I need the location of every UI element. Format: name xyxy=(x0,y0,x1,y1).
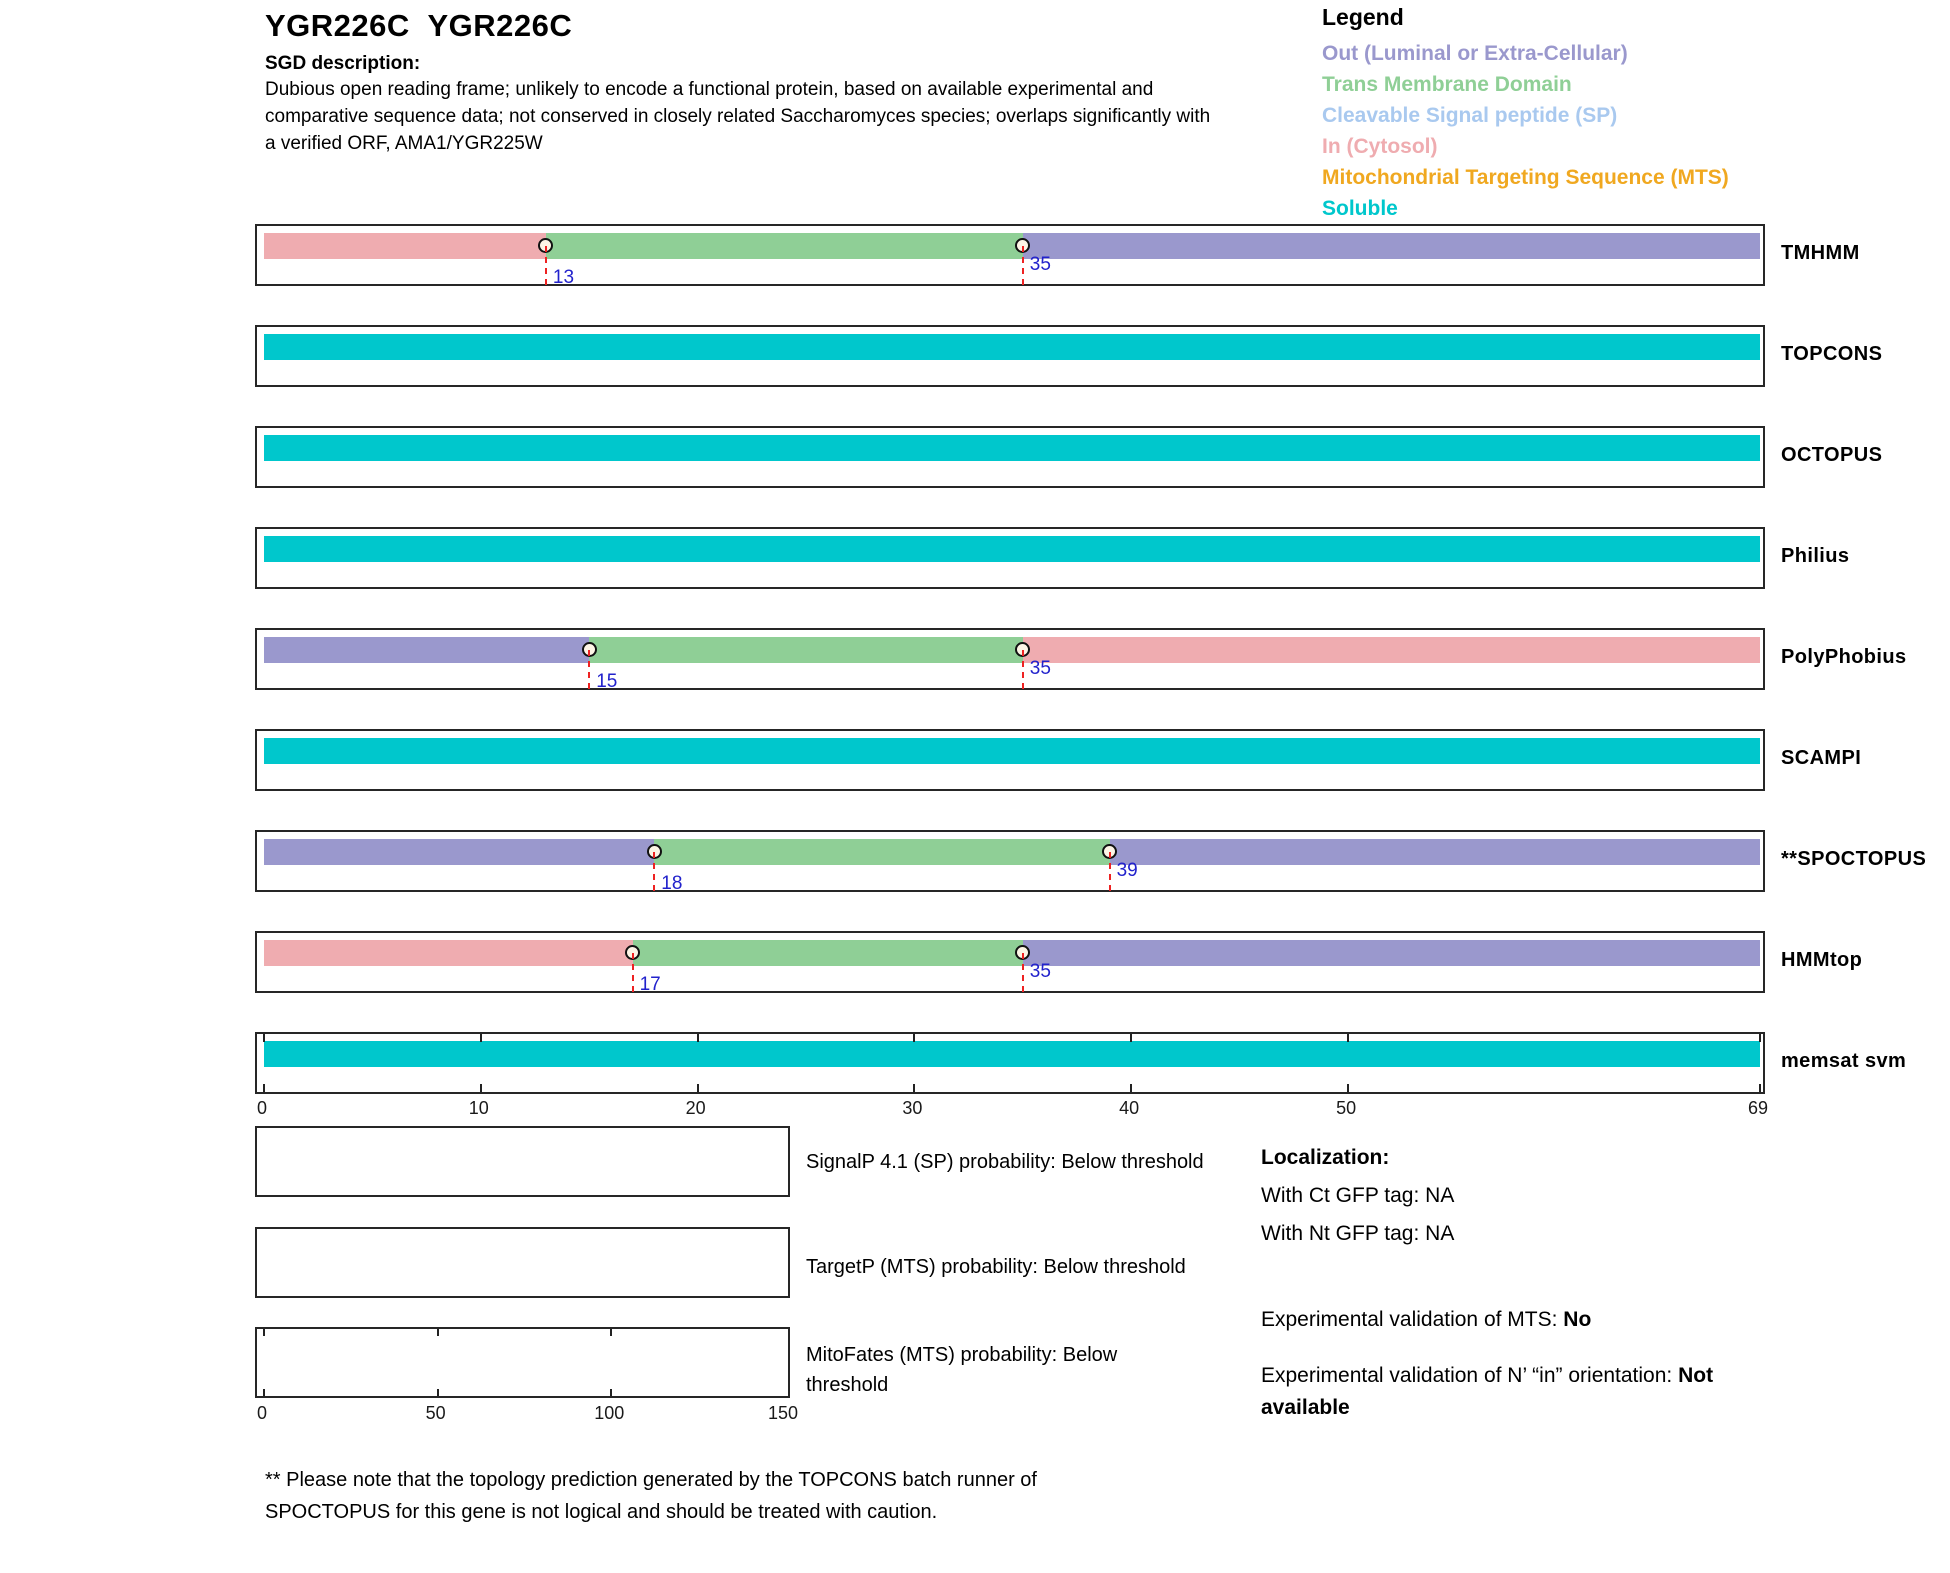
probability-axis-tick-150: 150 xyxy=(767,1403,799,1423)
boundary-position-label: 35 xyxy=(1029,254,1051,275)
segment-soluble xyxy=(264,435,1760,461)
sequence-axis-tick-0: 0 xyxy=(256,1098,268,1118)
orientation-validation-value: Not available xyxy=(1261,1364,1714,1419)
segment-in xyxy=(1023,637,1760,663)
segment-out xyxy=(1023,233,1760,259)
track-label-memsat-svm: memsat svm xyxy=(1781,1050,1907,1072)
scale-tick xyxy=(480,1084,482,1092)
track-label-philius: Philius xyxy=(1781,545,1850,567)
localization-title: Localization: xyxy=(1261,1146,1390,1169)
mts-validation-line xyxy=(1261,1308,1591,1332)
signalp-label: SignalP 4.1 (SP) probability: Below threshold xyxy=(806,1151,1204,1173)
prob-box-signalp xyxy=(255,1126,790,1197)
scale-tick xyxy=(1759,1034,1761,1042)
track-label-tmhmm: TMHMM xyxy=(1781,242,1860,264)
boundary-dash xyxy=(632,953,634,992)
segment-out xyxy=(264,839,654,865)
segment-out xyxy=(264,637,589,663)
targetp-label: TargetP (MTS) probability: Below threshold xyxy=(806,1256,1186,1278)
sequence-axis xyxy=(255,1098,1769,1120)
track-label-scampi: SCAMPI xyxy=(1781,747,1862,769)
track-row-philius xyxy=(255,527,1850,589)
prob-box-targetp xyxy=(255,1227,790,1298)
segment-soluble xyxy=(264,738,1760,764)
probability-axis-tick-100: 100 xyxy=(594,1403,625,1423)
segment-in xyxy=(264,940,633,966)
sequence-axis-tick-40: 40 xyxy=(1119,1098,1140,1118)
scale-tick xyxy=(1347,1034,1349,1042)
scale-tick xyxy=(1347,1084,1349,1092)
segment-tm xyxy=(589,637,1023,663)
page-title: YGR226C YGR226C xyxy=(265,8,573,43)
boundary-dash xyxy=(1022,953,1024,992)
track-label-polyphobius: PolyPhobius xyxy=(1781,646,1907,668)
segment-tm xyxy=(633,940,1023,966)
boundary-dash xyxy=(1022,246,1024,285)
track-row-topcons xyxy=(255,325,1883,387)
mts-validation-value: No xyxy=(1563,1308,1592,1331)
boundary-position-label: 17 xyxy=(639,974,661,995)
segment-soluble xyxy=(264,536,1760,562)
track-row-octopus xyxy=(255,426,1883,488)
prob-scale-tick xyxy=(263,1329,265,1336)
boundary-dash xyxy=(653,852,655,891)
scale-tick xyxy=(1130,1084,1132,1092)
segment-tm xyxy=(654,839,1109,865)
boundary-dash xyxy=(1022,650,1024,689)
segment-out xyxy=(1110,839,1760,865)
track-row-hmmtop xyxy=(255,931,1863,995)
legend-item-tm: Trans Membrane Domain xyxy=(1322,73,1572,96)
track-label-topcons: TOPCONS xyxy=(1781,343,1883,365)
track-row-memsat-svm xyxy=(255,1032,1907,1094)
sequence-axis-tick-20: 20 xyxy=(685,1098,706,1118)
footnote-line-2: SPOCTOPUS for this gene is not logical and should be treated with caution. xyxy=(265,1501,938,1523)
boundary-dash xyxy=(545,246,547,285)
legend-item-soluble: Soluble xyxy=(1322,197,1398,220)
sequence-axis-tick-30: 30 xyxy=(902,1098,923,1118)
prob-scale-tick xyxy=(610,1329,612,1336)
legend-item-sp: Cleavable Signal peptide (SP) xyxy=(1322,104,1618,127)
footnote-line-1: ** Please note that the topology prediction generated by the TOPCONS batch runner of xyxy=(265,1469,1037,1491)
boundary-position-label: 35 xyxy=(1029,961,1051,982)
boundary-dash xyxy=(588,650,590,689)
mitofates-label: MitoFates (MTS) probability: Below threshold xyxy=(806,1344,1118,1396)
track-row-scampi xyxy=(255,729,1862,791)
localization-ct-gfp: With Ct GFP tag: NA xyxy=(1261,1184,1455,1207)
segment-in xyxy=(264,233,546,259)
legend-item-mts: Mitochondrial Targeting Sequence (MTS) xyxy=(1322,166,1729,189)
track-row-spoctopus xyxy=(255,830,1927,894)
segment-tm xyxy=(546,233,1023,259)
track-label-hmmtop: HMMtop xyxy=(1781,949,1863,971)
probability-axis xyxy=(255,1403,799,1423)
segment-soluble xyxy=(264,1041,1760,1067)
orientation-validation-line xyxy=(1261,1360,1729,1424)
scale-tick xyxy=(913,1034,915,1042)
legend-items xyxy=(1322,38,1729,224)
scale-tick xyxy=(263,1034,265,1042)
boundary-position-label: 35 xyxy=(1029,658,1051,679)
prob-scale-tick xyxy=(437,1329,439,1336)
orientation-validation-prefix: Experimental validation of N’ “in” orientation: xyxy=(1261,1364,1679,1387)
prob-scale-tick xyxy=(263,1389,265,1396)
sequence-axis-tick-10: 10 xyxy=(468,1098,489,1118)
footnote xyxy=(265,1464,1037,1528)
mts-validation-prefix: Experimental validation of MTS: xyxy=(1261,1308,1564,1331)
segment-soluble xyxy=(264,334,1760,360)
scale-tick xyxy=(1759,1084,1761,1092)
probability-axis-tick-0: 0 xyxy=(256,1403,268,1423)
probability-axis-tick-50: 50 xyxy=(425,1403,446,1423)
track-row-polyphobius xyxy=(255,628,1907,692)
scale-tick xyxy=(913,1084,915,1092)
legend-item-out: Out (Luminal or Extra-Cellular) xyxy=(1322,42,1628,65)
boundary-position-label: 15 xyxy=(596,671,618,692)
prob-scale-tick xyxy=(437,1389,439,1396)
sgd-description-text: Dubious open reading frame; unlikely to encode a functional protein, based on available experimental and comparative sequence data; not conserved in closely related Saccharomyces species; overlaps significantly with a verified ORF, AMA1/YGR225W xyxy=(265,79,1211,154)
scale-tick xyxy=(263,1084,265,1092)
prob-scale-tick xyxy=(610,1389,612,1396)
sequence-axis-tick-69: 69 xyxy=(1747,1098,1769,1118)
legend-title: Legend xyxy=(1322,4,1404,30)
scale-tick xyxy=(697,1084,699,1092)
segment-out xyxy=(1023,940,1760,966)
boundary-position-label: 13 xyxy=(552,267,575,288)
prob-box-mitofates xyxy=(255,1327,790,1398)
scale-tick xyxy=(480,1034,482,1042)
track-row-tmhmm xyxy=(255,224,1860,288)
boundary-position-label: 39 xyxy=(1116,860,1138,881)
localization-nt-gfp: With Nt GFP tag: NA xyxy=(1261,1222,1455,1245)
boundary-position-label: 18 xyxy=(661,873,683,894)
track-label-spoctopus: **SPOCTOPUS xyxy=(1781,848,1927,870)
track-label-octopus: OCTOPUS xyxy=(1781,444,1883,466)
boundary-dash xyxy=(1109,852,1111,891)
legend-item-in: In (Cytosol) xyxy=(1322,135,1438,158)
scale-tick xyxy=(697,1034,699,1042)
scale-tick xyxy=(1130,1034,1132,1042)
sgd-description-heading: SGD description: xyxy=(265,53,421,74)
legend xyxy=(1322,4,1729,224)
sequence-axis-tick-50: 50 xyxy=(1336,1098,1357,1118)
